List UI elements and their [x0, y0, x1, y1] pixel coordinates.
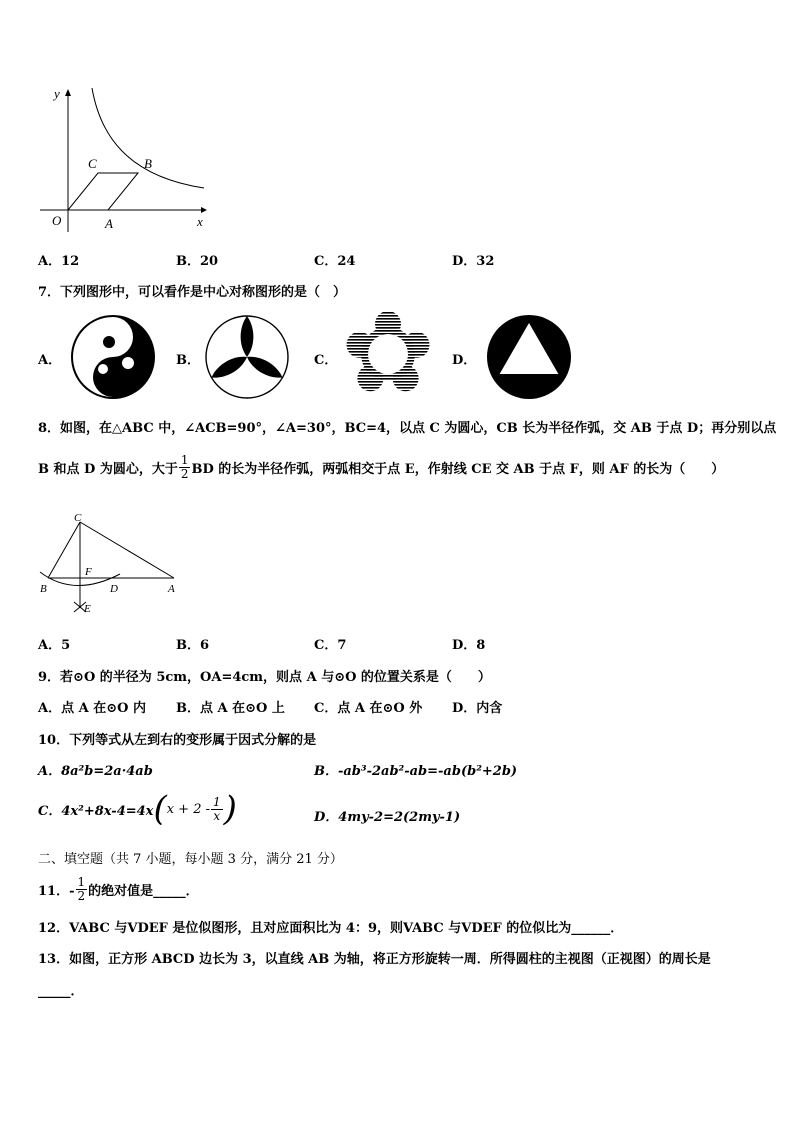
q8-frac-num: 1	[180, 453, 189, 467]
q7-label-a: A．	[38, 353, 62, 368]
q10-option-a: A．8a²b=2a·4ab	[38, 764, 153, 779]
q6-option-a: A．12	[38, 254, 80, 269]
q10-c-den: x	[213, 808, 221, 823]
q10-c-inner: x + 2 -	[166, 801, 210, 817]
q11	[38, 876, 199, 902]
label-c: C	[88, 156, 97, 171]
q10-c-num: 1	[213, 794, 221, 809]
q8-figure	[34, 512, 184, 614]
q11-prefix: 11．-	[38, 883, 75, 899]
q13-line2: _____．	[38, 984, 84, 999]
parallelogram-oabc	[68, 173, 138, 210]
q8-stem-line2	[38, 454, 724, 480]
q6-figure	[36, 84, 216, 234]
q13-line1: 13．如图，正方形 ABCD 边长为 3，以直线 AB 为轴，将正方形旋转一周．所得圆柱的主视图（正视图）的周长是	[38, 952, 711, 967]
q11-suffix: 的绝对值是_____．	[88, 883, 199, 899]
q12: 12．VABC 与VDEF 是位似图形，且对应面积比为 4：9，则VABC 与VDEF 的位似比为______．	[38, 921, 624, 936]
q11-den: 2	[77, 888, 86, 903]
q6-option-b: B．20	[176, 254, 219, 269]
q7-label-c: C．	[314, 353, 338, 368]
q8-frac-den: 2	[180, 466, 189, 481]
label-o: O	[52, 213, 62, 228]
q8-label-a: A	[168, 583, 175, 595]
y-axis-arrow	[65, 89, 71, 96]
q10-c-lparen: (	[153, 789, 167, 829]
q10-option-d: D．4my-2=2(2my-1)	[314, 810, 461, 825]
q7-figure-c	[344, 312, 432, 398]
q7-label-d: D．	[452, 353, 477, 368]
q8-label-e: E	[84, 603, 91, 615]
q9-option-b: B．点 A 在⊙O 上	[176, 701, 285, 716]
q8-label-b: B	[40, 583, 47, 595]
q10-stem: 10．下列等式从左到右的变形属于因式分解的是	[38, 733, 317, 748]
q6-option-c: C．24	[314, 254, 356, 269]
q8-option-a: A．5	[38, 638, 71, 653]
q7-stem: 7．下列图形中，可以看作是中心对称图形的是（ ）	[38, 285, 347, 300]
q6-option-d: D．32	[452, 254, 495, 269]
q7-figure-b	[204, 314, 290, 400]
q10-c-fraction	[211, 796, 223, 822]
x-axis-arrow	[201, 207, 207, 213]
label-x: x	[197, 214, 203, 229]
q9-option-c: C．点 A 在⊙O 外	[314, 701, 423, 716]
q8-label-f: F	[85, 566, 92, 578]
q11-fraction	[76, 876, 88, 902]
label-a: A	[105, 216, 113, 231]
q7-label-b: B．	[176, 353, 200, 368]
q8-label-c: C	[74, 512, 82, 524]
q8-fraction	[179, 454, 191, 480]
q7-figure-d	[486, 314, 572, 400]
section-title-fill-blank: 二、填空题（共 7 小题，每小题 3 分，满分 21 分）	[38, 852, 343, 867]
q8-label-d: D	[110, 583, 118, 595]
q10-option-c	[38, 789, 237, 829]
q11-num: 1	[77, 875, 86, 889]
q10-option-b: B．-ab³-2ab²-ab=-ab(b²+2b)	[314, 764, 518, 779]
q10-c-rparen: )	[223, 789, 237, 829]
q8-stem-line1: 8．如图，在△ABC 中，∠ACB=90°，∠A=30°，BC=4，以点 C 为圆心，CB 长为半径作弧，交 AB 于点 D；再分别以点	[38, 421, 777, 436]
q8-line2-b: BD 的长为半径作弧，两弧相交于点 E，作射线 CE 交 AB 于点 F，则 AF 的长为（ ）	[191, 461, 725, 477]
label-b: B	[144, 156, 152, 171]
label-y: y	[54, 86, 60, 101]
q10-c-prefix: C．4x²+8x-4=4x	[38, 803, 154, 819]
q9-option-a: A．点 A 在⊙O 内	[38, 701, 146, 716]
q8-line2-a: B 和点 D 为圆心，大于	[38, 461, 178, 477]
q8-option-c: C．7	[314, 638, 347, 653]
q8-option-b: B．6	[176, 638, 210, 653]
q8-option-d: D．8	[452, 638, 486, 653]
q9-stem: 9．若⊙O 的半径为 5cm，OA=4cm，则点 A 与⊙O 的位置关系是（ ）	[38, 670, 491, 685]
q7-figure-a	[70, 314, 156, 400]
q9-option-d: D．内含	[452, 701, 503, 716]
